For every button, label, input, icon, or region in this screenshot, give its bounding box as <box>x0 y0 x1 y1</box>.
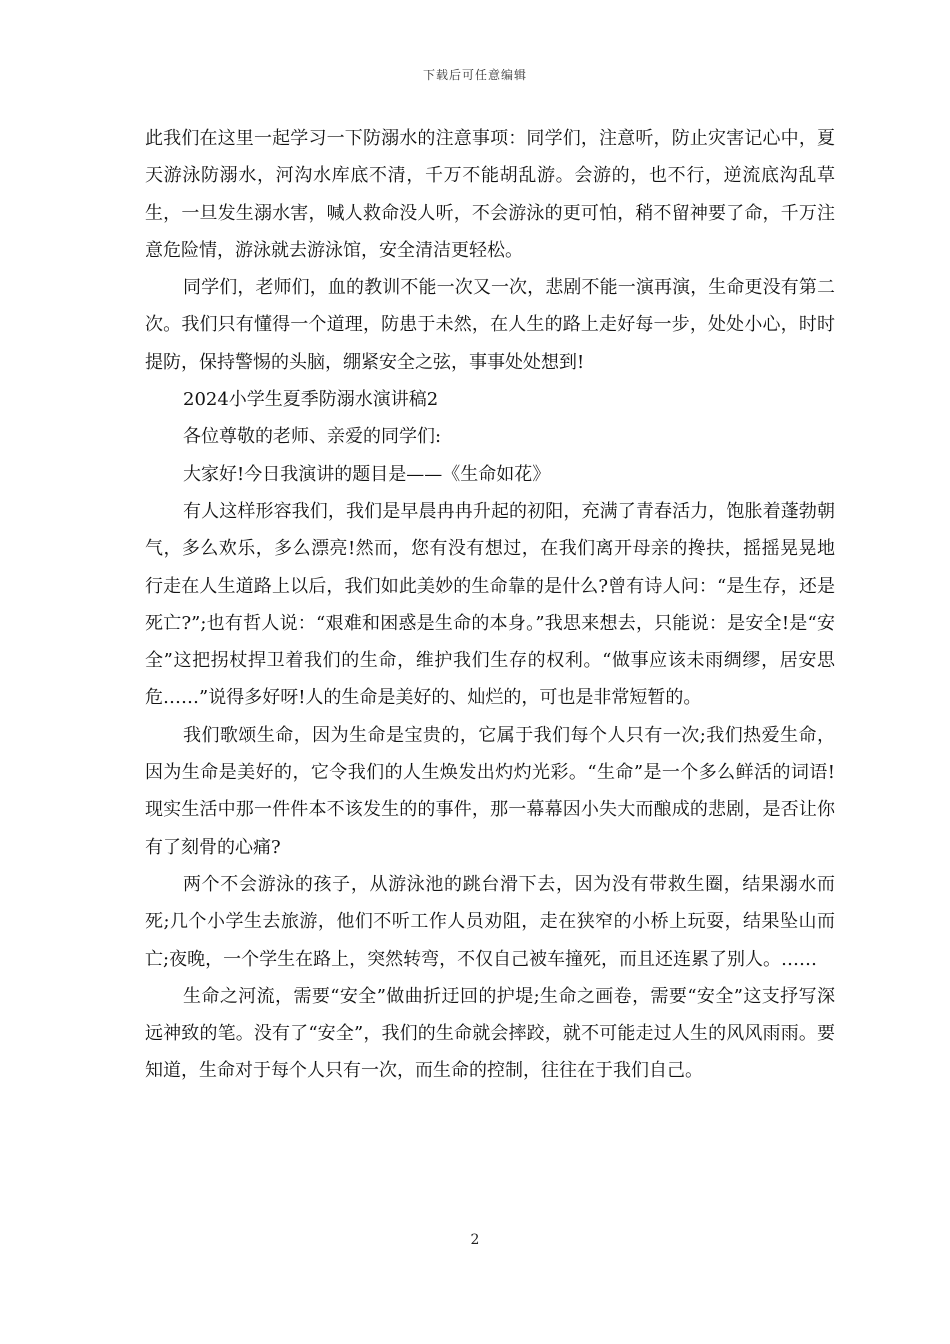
paragraph-6: 有人这样形容我们，我们是早晨冉冉升起的初阳，充满了青春活力，饱胀着蓬勃朝气，多么欢乐，多么漂亮!然而，您有没有想过，在我们离开母亲的搀扶，摇摇晃晃地行走在人生道路上以后，我们如此美妙的生命靠的是什么?曾有诗人问：“是生存，还是死亡?”;也有哲人说：“艰难和困惑是生命的本身。”我思来想去，只能说：是安全!是“安全”这把拐杖捍卫着我们的生命，维护我们生存的权利。“做事应该未雨绸缪，居安思危……”说得多好呀!人的生命是美好的、灿烂的，可也是非常短暂的。 <box>145 500 835 709</box>
page-header: 下载后可任意编辑 <box>422 68 527 82</box>
paragraph-7: 我们歌颂生命，因为生命是宝贵的，它属于我们每个人只有一次;我们热爱生命，因为生命是美好的，它令我们的人生焕发出灼灼光彩。“生命”是一个多么鲜活的词语!现实生活中那一件件本不该发生的的事件，那一幕幕因小失大而酿成的悲剧，是否让你有了刻骨的心痛? <box>145 724 835 858</box>
page-number: 2 <box>470 1232 480 1248</box>
paragraph-8: 两个不会游泳的孩子，从游泳池的跳台滑下去，因为没有带救生圈，结果溺水而死;几个小学生去旅游，他们不听工作人员劝阻，走在狭窄的小桥上玩耍，结果坠山而亡;夜晚，一个学生在路上，突然转弯，不仅自己被车撞死，而且还连累了别人。…… <box>145 873 835 970</box>
paragraph-1: 此我们在这里一起学习一下防溺水的注意事项：同学们，注意听，防止灾害记心中，夏天游泳防溺水，河沟水库底不清，千万不能胡乱游。会游的，也不行，逆流底沟乱草生，一旦发生溺水害，喊人救命没人听，不会游泳的更可怕，稍不留神要了命，千万注意危险情，游泳就去游泳馆，安全清洁更轻松。 <box>145 128 835 261</box>
salutation: 各位尊敬的老师、亲爱的同学们: <box>183 426 442 448</box>
section-title: 2024小学生夏季防溺水演讲稿2 <box>183 389 439 411</box>
paragraph-2: 同学们，老师们，血的教训不能一次又一次，悲剧不能一演再演，生命更没有第二次。我们只有懂得一个道理，防患于未然，在人生的路上走好每一步，处处小心，时时提防，保持警惕的头脑，绷紧安全之弦，事事处处想到! <box>145 277 835 373</box>
document-body <box>145 120 835 1090</box>
greeting: 大家好!今日我演讲的题目是——《生命如花》 <box>183 463 551 485</box>
paragraph-9: 生命之河流，需要“安全”做曲折迂回的护堤;生命之画卷，需要“安全”这支抒写深远神致的笔。没有了“安全”，我们的生命就会摔跤，就不可能走过人生的风风雨雨。要知道，生命对于每个人只有一次，而生命的控制，往往在于我们自己。 <box>145 985 835 1082</box>
